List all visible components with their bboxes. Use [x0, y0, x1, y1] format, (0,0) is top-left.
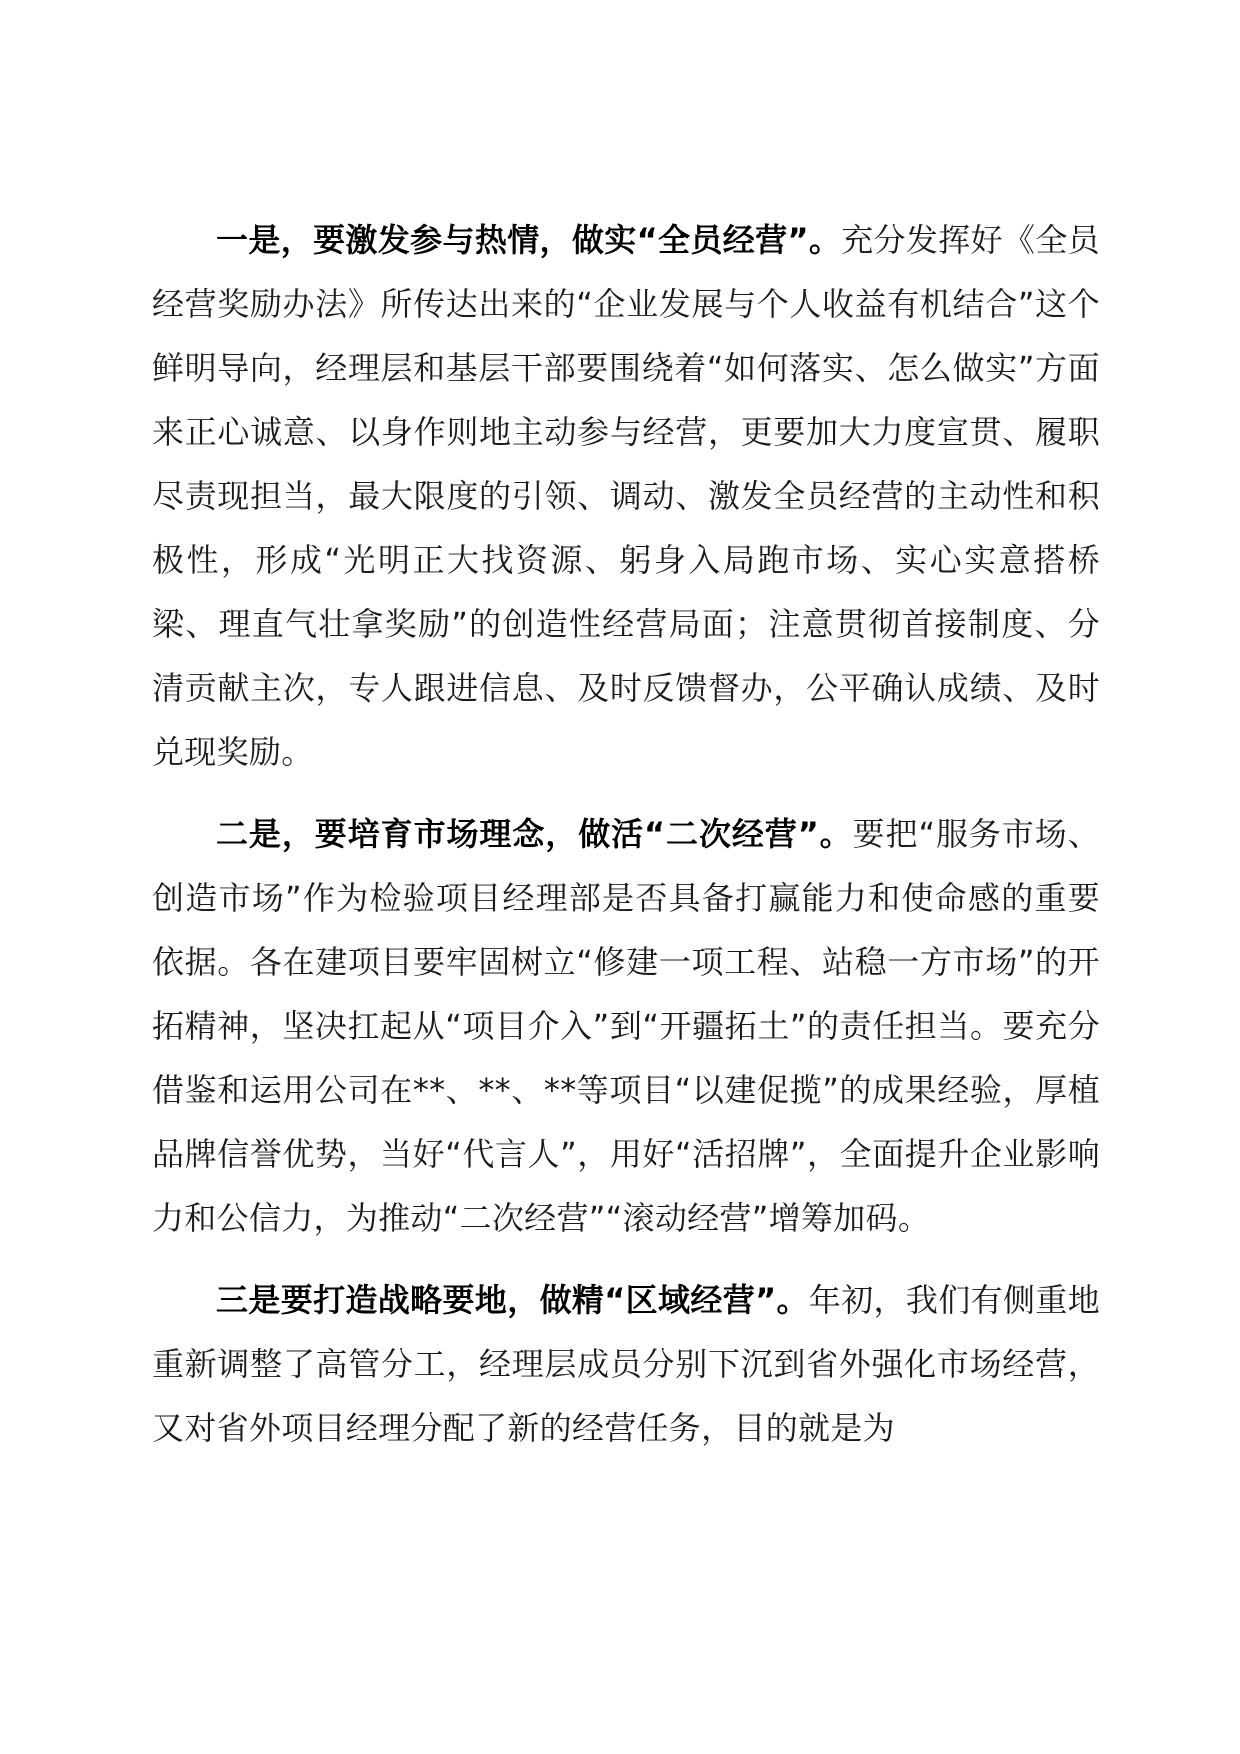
paragraph-2	[152, 802, 1100, 1250]
paragraph-1	[152, 208, 1100, 784]
paragraph-3	[152, 1268, 1100, 1460]
paragraph-1-lead: 一是，要激发参与热情，做实“全员经营”。	[216, 221, 842, 259]
document-page	[152, 208, 1100, 1478]
paragraph-3-lead: 三是要打造战略要地，做精“区域经营”。	[216, 1281, 809, 1319]
paragraph-2-body: 要把“服务市场、创造市场”作为检验项目经理部是否具备打赢能力和使命感的重要依据。各在建项目要牢固树立“修建一项工程、站稳一方市场”的开拓精神，坚决扛起从“项目介入”到“开疆拓土”的责任担当。要充分借鉴和运用公司在**、**、**等项目“以建促揽”的成果经验，厚植品牌信誉优势，当好“代言人”，用好“活招牌”，全面提升企业影响力和公信力，为推动“二次经营”“滚动经营”增筹加码。	[152, 815, 1100, 1237]
paragraph-1-body: 充分发挥好《全员经营奖励办法》所传达出来的“企业发展与个人收益有机结合”这个鲜明导向，经理层和基层干部要围绕着“如何落实、怎么做实”方面来正心诚意、以身作则地主动参与经营，更要加大力度宣贯、履职尽责现担当，最大限度的引领、调动、激发全员经营的主动性和积极性，形成“光明正大找资源、躬身入局跑市场、实心实意搭桥梁、理直气壮拿奖励”的创造性经营局面；注意贯彻首接制度、分清贡献主次，专人跟进信息、及时反馈督办，公平确认成绩、及时兑现奖励。	[152, 221, 1100, 771]
paragraph-3-body: 年初，我们有侧重地重新调整了高管分工，经理层成员分别下沉到省外强化市场经营，又对省外项目经理分配了新的经营任务，目的就是为	[152, 1281, 1100, 1447]
paragraph-2-lead: 二是，要培育市场理念，做活“二次经营”。	[216, 815, 853, 853]
